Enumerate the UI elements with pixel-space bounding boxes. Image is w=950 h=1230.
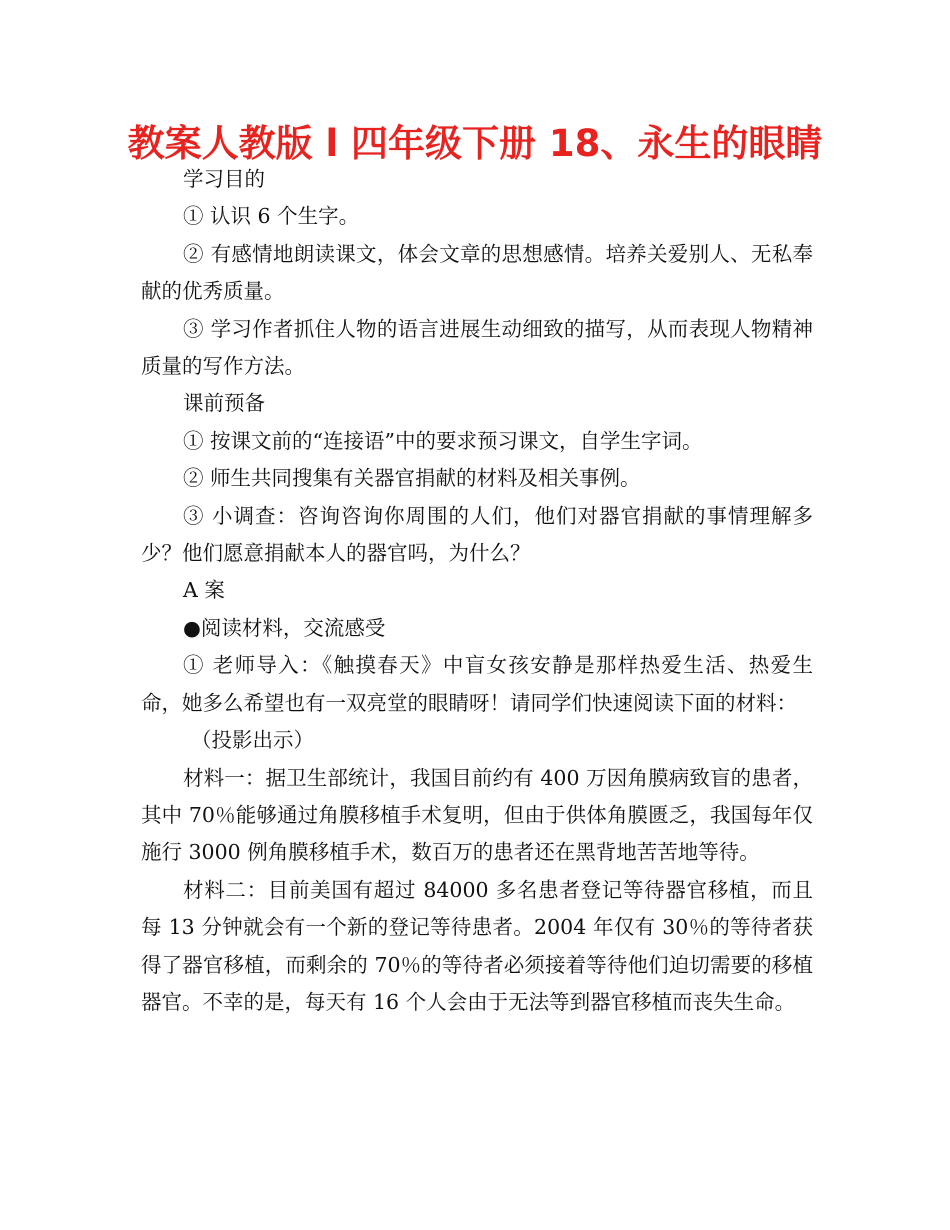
preparation-item: ① 按课文前的“连接语”中的要求预习课文，自学生字词。	[183, 428, 703, 453]
objective-item: ② 有感情地朗读课文，体会文章的思想感情。培养关爱别人、无私奉献的优秀质量。	[141, 241, 813, 304]
objective-item: ③ 学习作者抓住人物的语言进展生动细致的描写，从而表现人物精神质量的写作方法。	[141, 316, 813, 379]
teacher-intro-paragraph: ① 老师导入：《触摸春天》中盲女孩安静是那样热爱生活、热爱生命，她多么希望也有一双亮堂的眼睛呀！请同学们快速阅读下面的材料：	[141, 653, 813, 715]
projection-note: （投影出示）	[191, 728, 314, 753]
section-heading-objectives: 学习目的	[183, 167, 265, 191]
material-two-paragraph: 材料二：目前美国有超过 84000 多名患者登记等待器官移植，而且每 13 分钟就会有一个新的登记等待患者。2004 年仅有 30％的等待者获得了器官移植，而剩余的 70％的等待者必须接着等待他们迫切需要的移植器官。不幸的是，每天有 16 个人会由于无法等到器官移植而丧失生命。	[141, 877, 813, 1014]
document-body	[141, 161, 813, 1021]
section-heading-plan-a: A 案	[183, 578, 225, 603]
section-heading-preparation: 课前预备	[183, 391, 265, 416]
material-one-paragraph: 材料一：据卫生部统计，我国目前约有 400 万因角膜病致盲的患者，其中 70％能够通过角膜移植手术复明，但由于供体角膜匮乏，我国每年仅施行 3000 例角膜移植手术，数百万的患者还在黑背地苦苦地等待。	[141, 765, 813, 865]
preparation-item: ③ 小调查：咨询咨询你周围的人们，他们对器官捐献的事情理解多少？他们愿意捐献本人的器官吗，为什么？	[141, 503, 813, 566]
activity-heading: ●阅读材料，交流感受	[183, 615, 386, 640]
document-title: 教案人教版 l 四年级下册 18、永生的眼睛	[127, 122, 823, 165]
preparation-item: ② 师生共同搜集有关器官捐献的材料及相关事例。	[183, 466, 641, 491]
objective-item: ① 认识 6 个生字。	[183, 204, 360, 229]
